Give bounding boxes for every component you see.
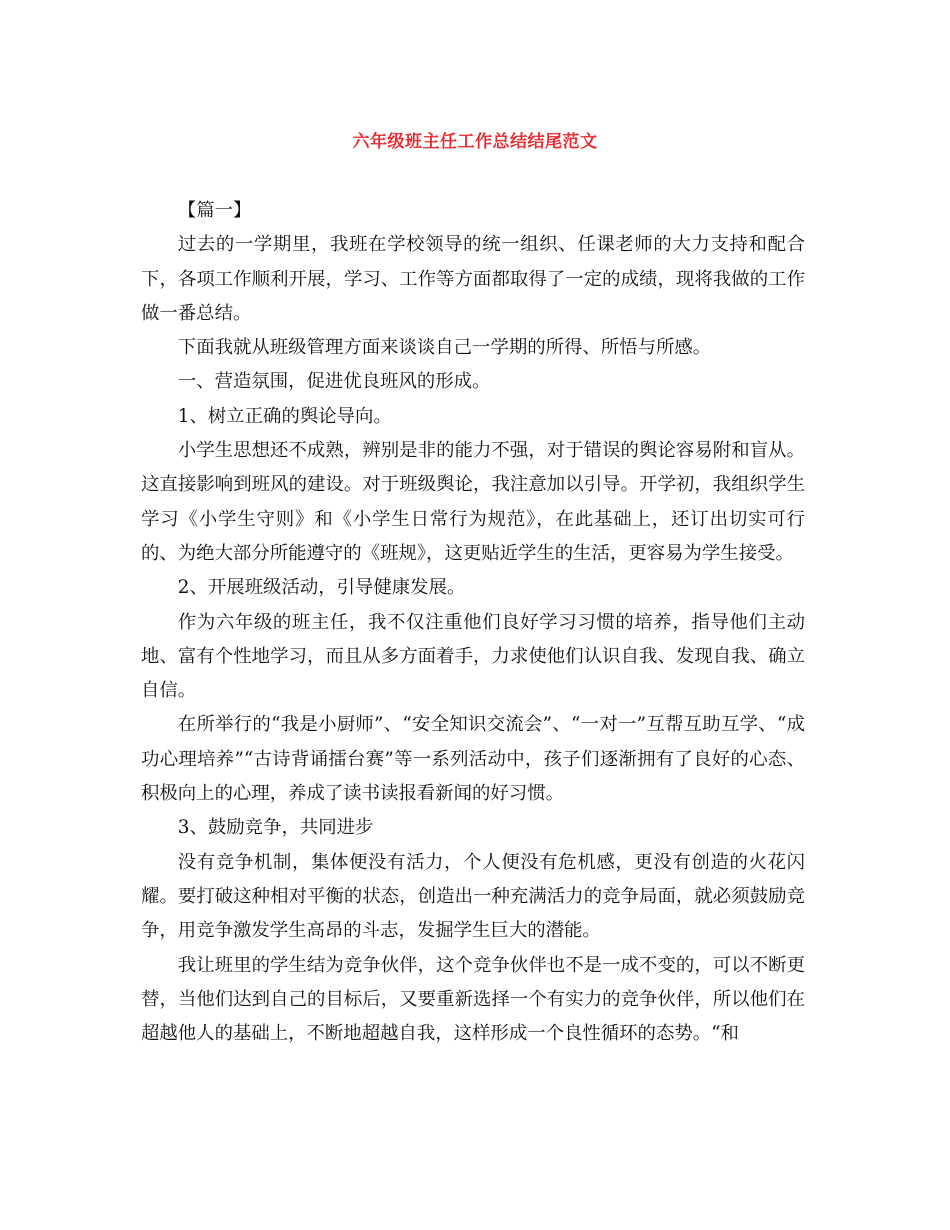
paragraph: 没有竞争机制，集体便没有活力，个人便没有危机感，更没有创造的火花闪耀。要打破这种相对平衡的状态，创造出一种充满活力的竞争局面，就必须鼓励竞争，用竞争激发学生高昂的斗志，发掘学生巨大的潜能。 [141,851,805,942]
paragraph: 过去的一学期里，我班在学校领导的统一组织、任课老师的大力支持和配合下，各项工作顺利开展，学习、工作等方面都取得了一定的成绩，现将我做的工作做一番总结。 [141,234,805,324]
paragraph: 我让班里的学生结为竞争伙伴，这个竞争伙伴也不是一成不变的，可以不断更替，当他们达到自己的目标后，又要重新选择一个有实力的竞争伙伴，所以他们在超越他人的基础上，不断地超越自我，这样形成一个良性循环的态势。“和 [141,954,805,1045]
paragraph: 在所举行的“我是小厨师”、“安全知识交流会”、“一对一”互帮互助互学、“成功心理培养”“古诗背诵擂台赛”等一系列活动中，孩子们逐渐拥有了良好的心态、积极向上的心理，养成了读书读报看新闻的好习惯。 [141,714,805,805]
paragraph: 小学生思想还不成熟，辨别是非的能力不强，对于错误的舆论容易附和盲从。这直接影响到班风的建设。对于班级舆论，我注意加以引导。开学初，我组织学生学习《小学生守则》和《小学生日常行为规范》，在此基础上，还订出切实可行的、为绝大部分所能遵守的《班规》，这更贴近学生的生活，更容易为学生接受。 [141,440,805,564]
paragraph-heading: 一、营造氛围，促进优良班风的形成。 [177,371,491,393]
document-title: 六年级班主任工作总结结尾范文 [352,132,598,152]
paragraph: 作为六年级的班主任，我不仅注重他们良好学习习惯的培养，指导他们主动地、富有个性地学习，而且从多方面着手，力求使他们认识自我、发现自我、确立自信。 [141,611,805,702]
paragraph: 下面我就从班级管理方面来谈谈自己一学期的所得、所悟与所感。 [177,337,712,359]
paragraph-subheading: 2、开展班级活动，引导健康发展。 [177,577,466,599]
paragraph-subheading: 1、树立正确的舆论导向。 [177,405,392,427]
paragraph-subheading: 3、鼓励竞争，共同进步 [177,817,374,839]
paragraph-section-heading: 【篇一】 [177,200,252,221]
document-body [141,194,805,1051]
